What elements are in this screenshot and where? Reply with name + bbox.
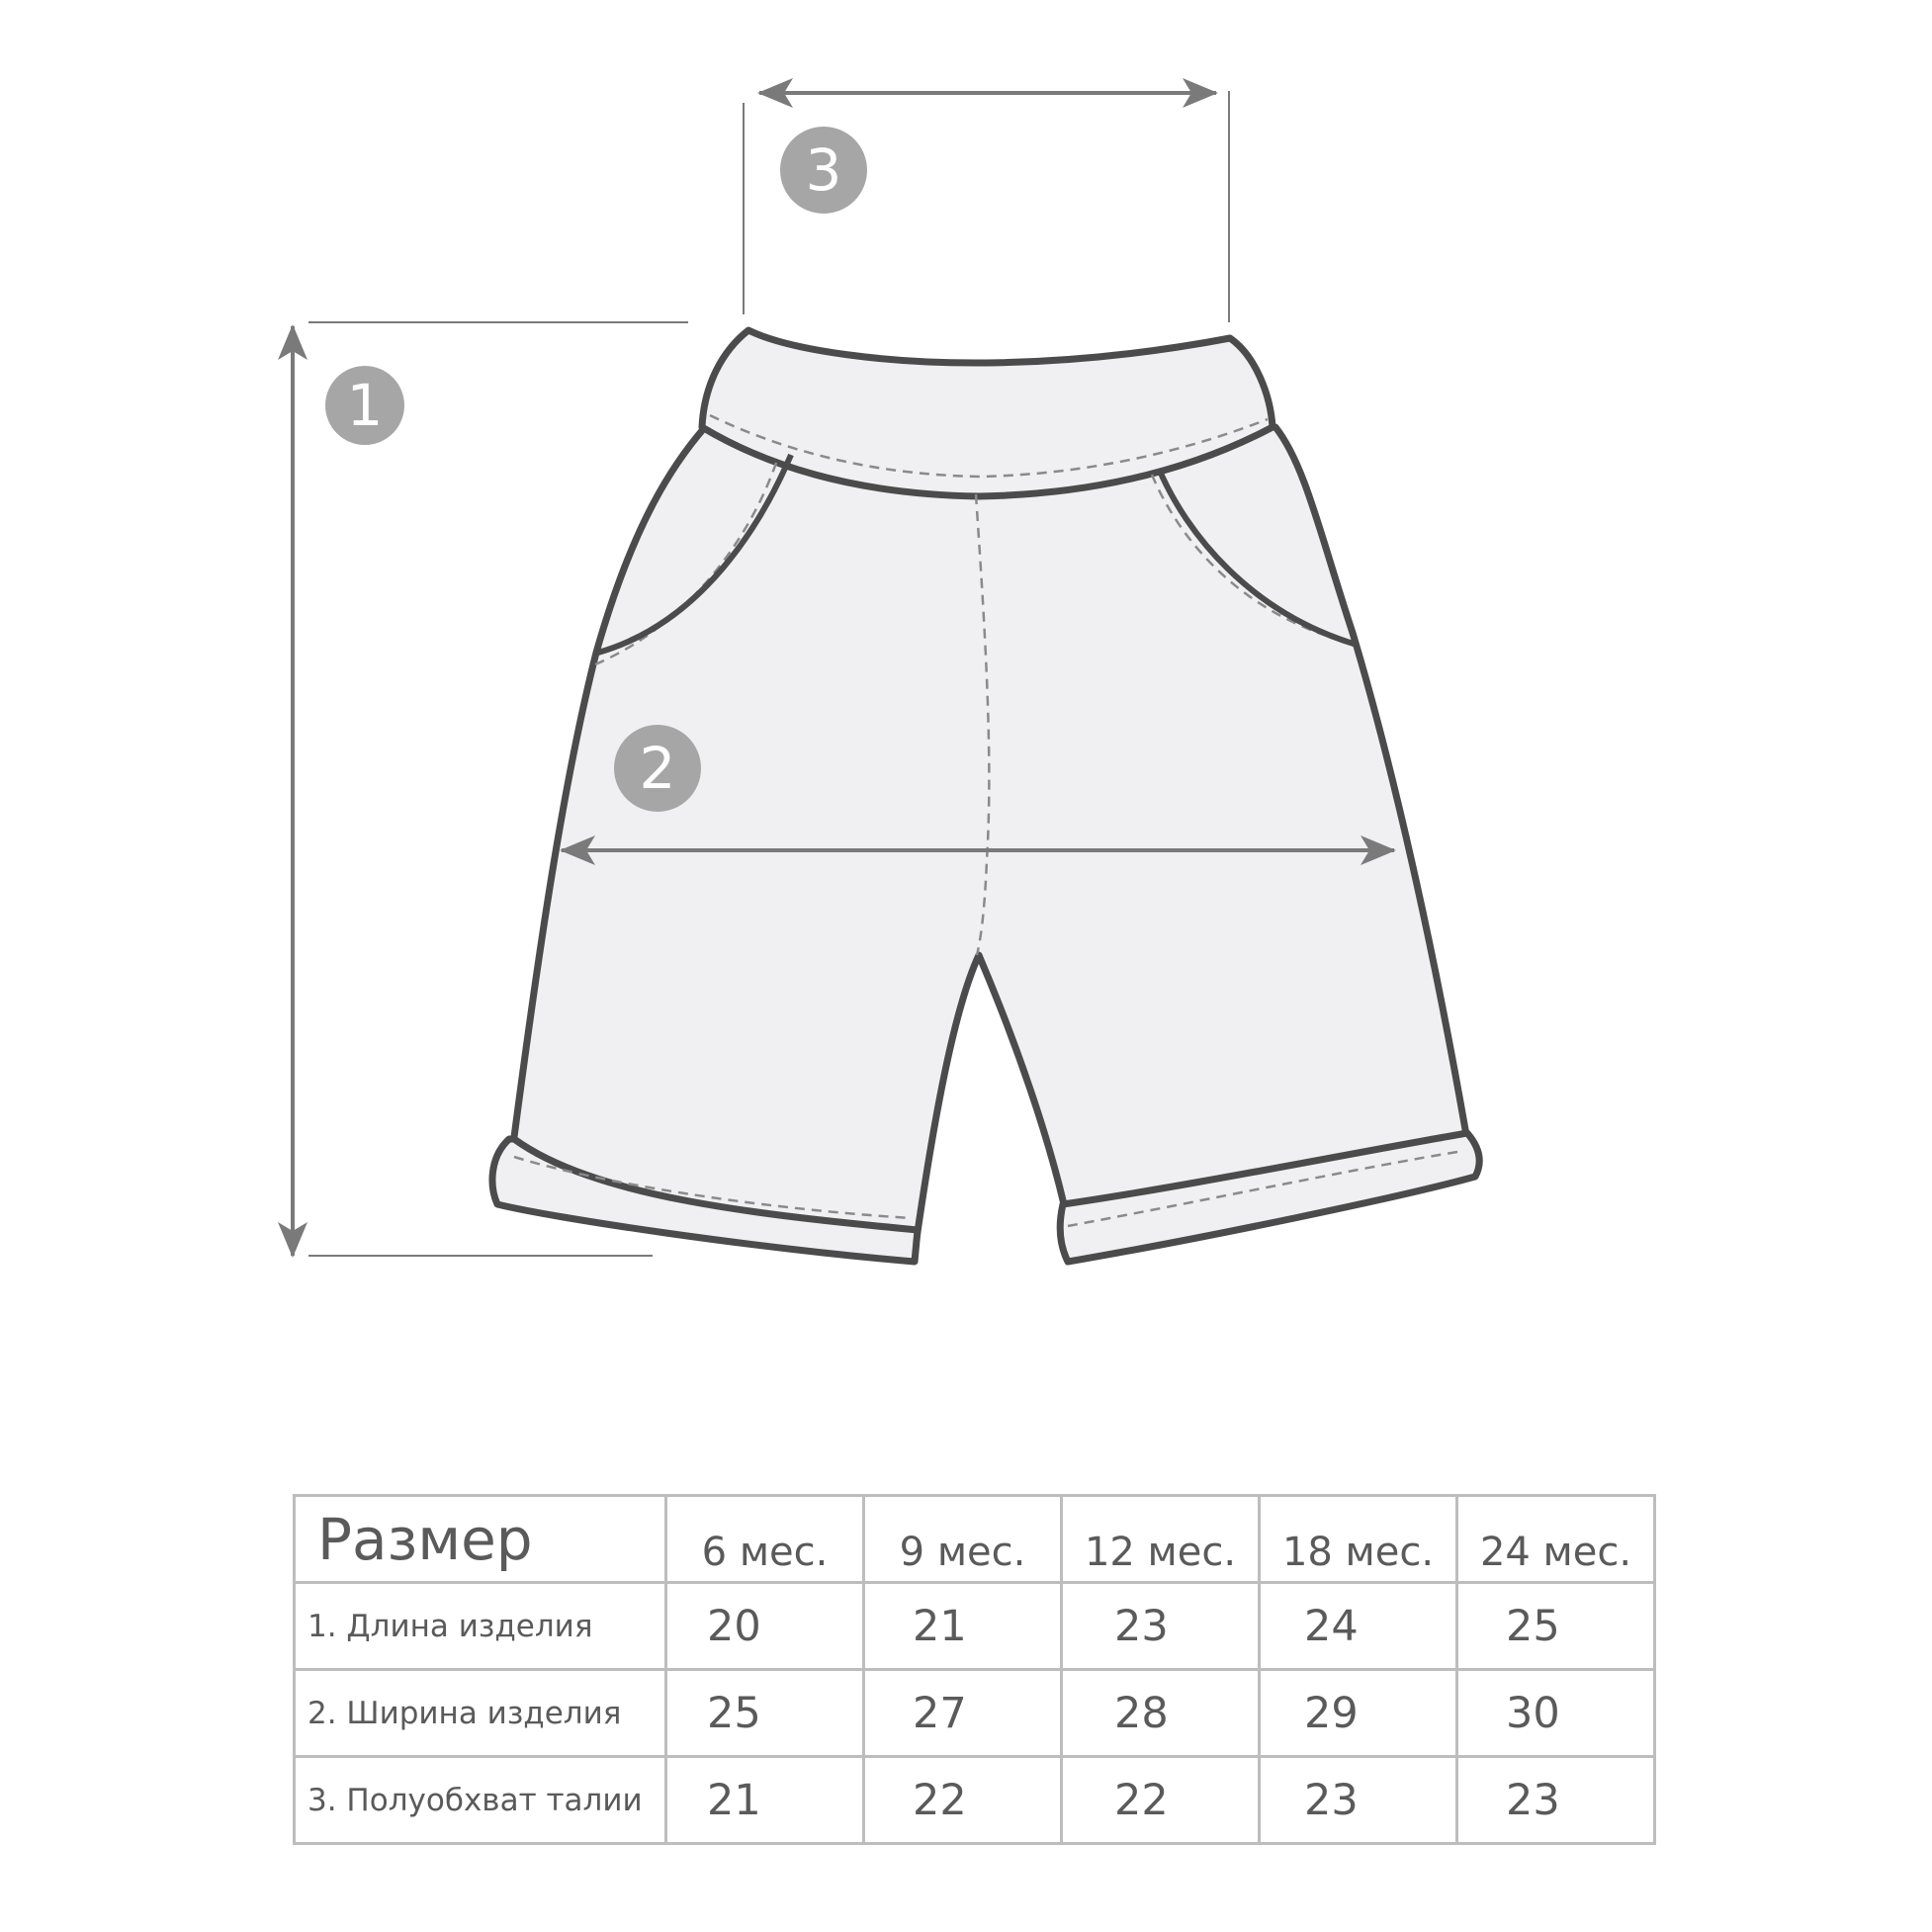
table-row-width — [295, 1670, 1655, 1757]
table-row-length — [295, 1583, 1655, 1670]
table-cell: 21 — [666, 1757, 864, 1844]
size-header-row — [295, 1496, 1655, 1583]
table-cell: 28 — [1062, 1670, 1260, 1757]
row-label-length: 1. Длина изделия — [295, 1583, 666, 1670]
row-label-waist: 3. Полуобхват талии — [295, 1757, 666, 1844]
size-24m: 24 мес. — [1457, 1496, 1655, 1583]
badge-3-label: 3 — [805, 136, 842, 204]
size-9m: 9 мес. — [864, 1496, 1062, 1583]
size-12m: 12 мес. — [1062, 1496, 1260, 1583]
size-title: Размер — [295, 1496, 666, 1583]
table-cell: 22 — [864, 1757, 1062, 1844]
size-18m: 18 мес. — [1260, 1496, 1457, 1583]
size-6m: 6 мес. — [666, 1496, 864, 1583]
shorts-body — [509, 427, 1469, 1258]
table-cell: 23 — [1062, 1583, 1260, 1670]
table-cell: 20 — [666, 1583, 864, 1670]
table-cell: 22 — [1062, 1757, 1260, 1844]
table-cell: 25 — [1457, 1583, 1655, 1670]
badge-2-label: 2 — [639, 735, 676, 802]
table-cell: 23 — [1260, 1757, 1457, 1844]
badge-2 — [614, 725, 701, 812]
badge-1 — [325, 366, 404, 445]
table-cell: 23 — [1457, 1757, 1655, 1844]
size-table — [293, 1494, 1656, 1845]
table-cell: 25 — [666, 1670, 864, 1757]
badge-3 — [780, 127, 867, 214]
table-cell: 30 — [1457, 1670, 1655, 1757]
table-cell: 21 — [864, 1583, 1062, 1670]
row-label-width: 2. Ширина изделия — [295, 1670, 666, 1757]
table-row-waist — [295, 1757, 1655, 1844]
badge-1-label: 1 — [346, 372, 384, 439]
table-cell: 29 — [1260, 1670, 1457, 1757]
table-cell: 27 — [864, 1670, 1062, 1757]
table-cell: 24 — [1260, 1583, 1457, 1670]
